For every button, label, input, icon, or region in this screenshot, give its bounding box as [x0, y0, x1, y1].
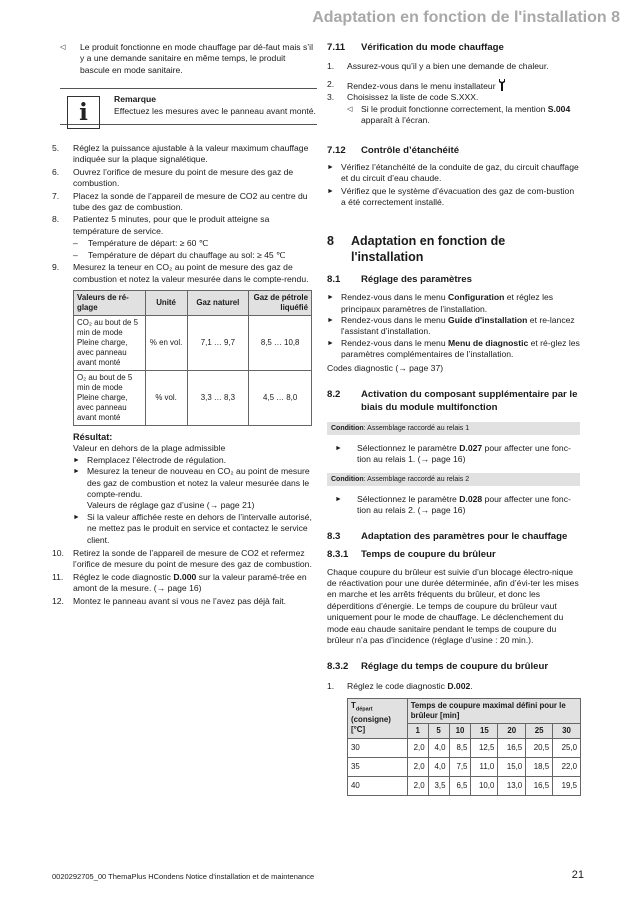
- table-header: 10: [449, 724, 471, 739]
- bullet-icon: ►: [327, 187, 334, 195]
- step-8: 8. Patientez 5 minutes, pour que le produit atteigne sa température de service.: [52, 214, 270, 236]
- table-header: Unité: [145, 290, 187, 315]
- section-8-3-1-text: Chaque coupure du brûleur est suivie d’un blocage électro-nique de réactivation pour une durée déterminée, afin d’évi-ter les mises en marche et les arrêts fréquents du brûleur, et donc les déperditions d’énergie. Le temps de coupure du brûleur vaut uniquement pour le mode de chauffage. Le déclenchement du mode eau chaude sanitaire pendant le temps de coupure du brûleur n’a pas d’incidence (réglage d’usine : 20 min.).: [327, 566, 579, 646]
- burner-cutoff-table: [347, 698, 581, 796]
- bullet-item: ► Rendez-vous dans le menu Configuration et réglez les principaux paramètres de l’installation.: [327, 292, 554, 314]
- table-header: 25: [526, 724, 553, 739]
- section-8-1-heading: 8.1 Réglage des paramètres: [327, 273, 472, 285]
- result-line: ◁ Le produit fonctionne en mode chauffage par dé-faut mais s’il y a une demande sanitaire en même temps, le produit bascule en mode sanitaire.: [60, 42, 313, 75]
- table-header: 1: [407, 724, 428, 739]
- temp-item-2: – Température de départ du chauffage au sol: ≥ 45 ℃: [73, 249, 286, 260]
- bullet-item: ► Rendez-vous dans le menu Menu de diagnostic et ré-glez les paramètres complémentaires de l’installation.: [327, 337, 580, 360]
- bullet-icon: ►: [327, 339, 334, 347]
- section-7-12-heading: 7.12 Contrôle d’étanchéité: [327, 144, 460, 156]
- table-header: 30: [553, 724, 581, 739]
- table-row: CO₂ au bout de 5 min de mode Pleine charge, avec panneau avant monté % en vol. 7,1 … 9,7 8,5 … 10,8: [74, 315, 312, 370]
- bullet-item: ► Vérifiez que le système d’évacuation des gaz de com-bustion a été correctement installé.: [327, 185, 575, 208]
- result-bullet-2: ► Mesurez la teneur de nouveau en CO₂ au point de mesure des gaz de combustion et notez la valeur mesurée dans le compte-rendu.: [73, 466, 310, 499]
- note-title: Remarque: [114, 94, 157, 105]
- step-5: 5. Réglez la puissance ajustable à la valeur maximum chauffage indiquée sur la plaque signalétique.: [52, 143, 309, 165]
- table-header: Gaz de pétrole liquéfié: [249, 290, 312, 315]
- condition-bar: Condition: Assemblage raccordé au relais 2: [327, 473, 580, 486]
- diagnostic-codes-ref: Codes diagnostic (→ page 37): [327, 362, 444, 373]
- bullet-item: ► Vérifiez l’étanchéité de la conduite de gaz, du circuit chauffage et du circuit d’eau chaude.: [327, 162, 579, 184]
- bullet-icon: ►: [335, 445, 342, 452]
- result-arrow-icon: ◁: [347, 105, 353, 113]
- steps-list-a: [52, 143, 317, 285]
- section-8-1-bullets: [327, 292, 580, 374]
- step-9: 9. Mesurez la teneur en CO₂ au point de mesure des gaz de combustion et notez la valeur mesurée dans le compte-rendu.: [52, 262, 309, 284]
- chapter-8-heading: 8 Adaptation en fonction de l'installation: [327, 233, 506, 264]
- step-7: 7. Placez la sonde de l’appareil de mesure de CO2 au centre du tube des gaz de combustion.: [52, 190, 308, 213]
- result-text: Valeur en dehors de la plage admissible: [73, 443, 226, 454]
- section-8-3-1-heading: 8.3.1 Temps de coupure du brûleur: [327, 549, 496, 561]
- table-header: 15: [471, 724, 498, 739]
- section-7-11-steps: [327, 61, 580, 127]
- result-bullet-2-sub: Valeurs de réglage gaz d’usine (→ page 21): [87, 500, 255, 511]
- steps-list-b: [52, 548, 317, 607]
- temp-item-1: – Température de départ: ≥ 60 ℃: [73, 238, 209, 249]
- result-bullet-3: ► Si la valeur affichée reste en dehors de l’intervalle autorisé, ne mettez pas le produit en service et contactez le service client.: [73, 511, 312, 545]
- step-11: 11. Réglez le code diagnostic D.000 sur la valeur paramé-trée en amont de la mesure. (→ page 16): [52, 571, 307, 594]
- step-6: 6. Ouvrez l’orifice de mesure du point de mesure des gaz de combustion.: [52, 166, 294, 189]
- wrench-icon: [498, 79, 506, 91]
- step-10: 10. Retirez la sonde de l’appareil de mesure de CO2 et refermez l’orifice de mesure du point de mesure des gaz de combustion.: [52, 547, 312, 570]
- bullet-item: ► Sélectionnez le paramètre D.027 pour affecter une fonc-tion au relais 1. (→ page 16): [335, 443, 571, 465]
- note-text: Effectuez les mesures avec le panneau avant monté.: [114, 105, 316, 116]
- table-row: 35 2,0 4,0 7,5 11,0 15,0 18,5 22,0: [348, 758, 581, 777]
- table-row: 40 2,0 3,5 6,5 10,0 13,0 16,5 19,5: [348, 777, 581, 796]
- table-row: O₂ au bout de 5 min de mode Pleine charge, avec panneau avant monté % vol. 3,3 … 8,3 4,5 … 8,0: [74, 370, 312, 425]
- section-8-2-heading: 8.2 Activation du composant supplémentaire par le biais du module multifonction: [327, 389, 578, 413]
- bullet-icon: ►: [327, 164, 334, 172]
- bullet-icon: ►: [73, 468, 80, 476]
- page-footer-text: 0020292705_00 ThemaPlus HCondens Notice d’installation et de maintenance: [52, 872, 315, 881]
- bullet-icon: ►: [73, 513, 80, 521]
- bullet-icon: ►: [73, 456, 80, 464]
- section-7-11-heading: 7.11 Vérification du mode chauffage: [327, 42, 504, 53]
- step-12: 12. Montez le panneau avant si vous ne l’avez pas déjà fait.: [52, 595, 287, 606]
- bullet-icon: ►: [327, 294, 334, 302]
- section-7-12-bullets: [327, 162, 580, 209]
- table-header: 5: [428, 724, 449, 739]
- table-row: 30 2,0 4,0 8,5 12,5 16,5 20,5 25,0: [348, 739, 581, 758]
- step-3: 3. Choisissez la liste de code S.XXX.: [327, 92, 479, 103]
- step-2: 2. Rendez-vous dans le menu installateur: [327, 79, 580, 92]
- step-1: 1. Réglez le code diagnostic D.002.: [327, 680, 473, 691]
- table-header: Gaz naturel: [187, 290, 249, 315]
- table-header: 20: [498, 724, 526, 739]
- right-column: [327, 42, 580, 796]
- result-arrow-icon: ◁: [60, 44, 66, 51]
- bullet-item: ► Rendez-vous dans le menu Guide d'installation et re-lancez l'assistant d’installation.: [327, 314, 575, 337]
- table-header: $T_{départ}$ (consigne) [°C]: [348, 699, 408, 739]
- page-header-title: Adaptation en fonction de l'installation 8: [312, 9, 620, 26]
- step-3-result: ◁ Si le produit fonctionne correctement, la mention S.004 apparaît à l’écran.: [347, 103, 571, 126]
- condition-bar: Condition: Assemblage raccordé au relais 1: [327, 422, 580, 435]
- left-column: [52, 42, 317, 607]
- bullet-icon: ►: [335, 495, 342, 503]
- result-title: Résultat:: [73, 431, 113, 442]
- result-bullet-1: ► Remplacez l’électrode de régulation.: [73, 454, 227, 465]
- note-box: [60, 88, 317, 125]
- page-number: 21: [571, 869, 584, 881]
- step-1: 1. Assurez-vous qu’il y a bien une demande de chaleur.: [327, 60, 549, 71]
- gas-values-table: [73, 290, 312, 426]
- table-header: Valeurs de ré-glage: [74, 290, 146, 315]
- table-header: Temps de coupure maximal défini pour le brûleur [min]: [407, 699, 580, 724]
- section-8-3-2-heading: 8.3.2 Réglage du temps de coupure du brûleur: [327, 661, 549, 673]
- result-block: [73, 432, 317, 546]
- bullet-item: ► Sélectionnez le paramètre D.028 pour affecter une fonc-tion au relais 2. (→ page 16): [335, 493, 571, 516]
- section-8-3-heading: 8.3 Adaptation des paramètres pour le chauffage: [327, 530, 568, 542]
- info-icon: i: [67, 96, 100, 129]
- bullet-icon: ►: [327, 316, 334, 324]
